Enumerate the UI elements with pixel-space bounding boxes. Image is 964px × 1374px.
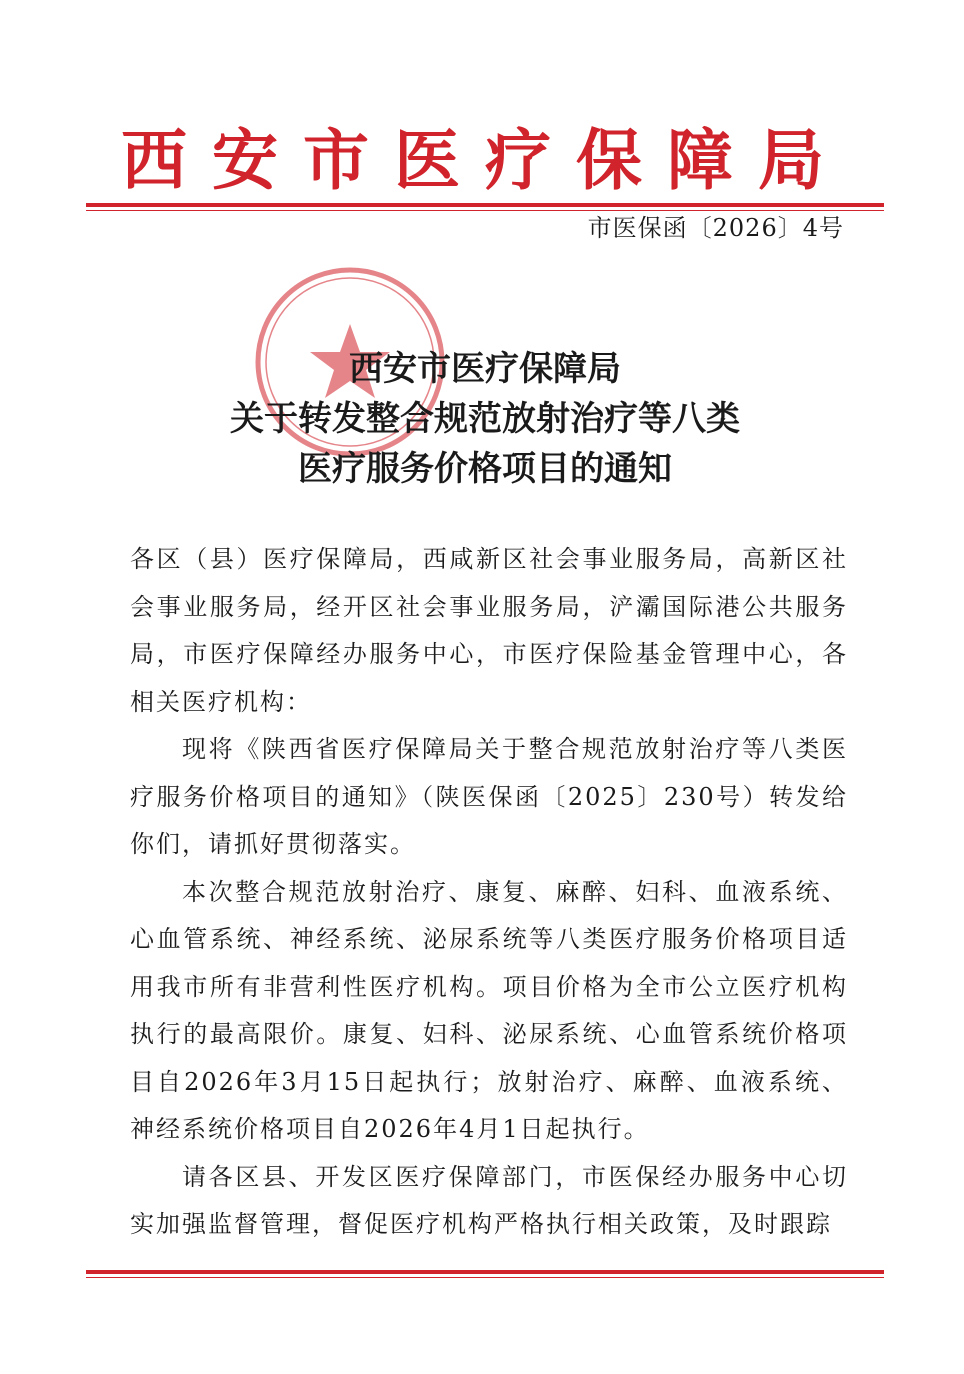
body-paragraph-1: 现将《陕西省医疗保障局关于整合规范放射治疗等八类医疗服务价格项目的通知》（陕医保函〔2025〕230号）转发给你们，请抓好贯彻落实。 bbox=[130, 735, 848, 858]
agency-header-title: 西安市医疗保障局 bbox=[121, 121, 849, 199]
notice-title-line-2: 关于转发整合规范放射治疗等八类 bbox=[230, 399, 740, 439]
rule-thick-line bbox=[86, 1270, 884, 1274]
notice-title-line-3: 医疗服务价格项目的通知 bbox=[298, 449, 672, 489]
notice-title-line-1: 西安市医疗保障局 bbox=[349, 349, 621, 389]
rule-thick-line bbox=[86, 203, 884, 207]
notice-body bbox=[130, 536, 848, 1249]
red-footer-rule bbox=[86, 1270, 884, 1278]
body-paragraph-2: 本次整合规范放射治疗、康复、麻醉、妇科、血液系统、心血管系统、神经系统、泌尿系统等八类医疗服务价格项目适用我市所有非营利性医疗机构。项目价格为全市公立医疗机构执行的最高限价。康复、妇科、泌尿系统、心血管系统价格项目自2026年3月15日起执行；放射治疗、麻醉、血液系统、神经系统价格项目自2026年4月1日起执行。 bbox=[130, 877, 848, 1143]
body-paragraph-3: 请各区县、开发区医疗保障部门，市医保经办服务中心切实加强监督管理，督促医疗机构严格执行相关政策，及时跟踪 bbox=[130, 1162, 848, 1238]
document-number: 市医保函〔2026〕4号 bbox=[587, 214, 844, 242]
rule-thin-line bbox=[86, 1277, 884, 1278]
addressee-paragraph: 各区（县）医疗保障局，西咸新区社会事业服务局，高新区社会事业服务局，经开区社会事业服务局，浐灞国际港公共服务局，市医疗保障经办服务中心，市医疗保险基金管理中心，各相关医疗机构： bbox=[130, 545, 848, 716]
notice-title bbox=[86, 344, 884, 494]
